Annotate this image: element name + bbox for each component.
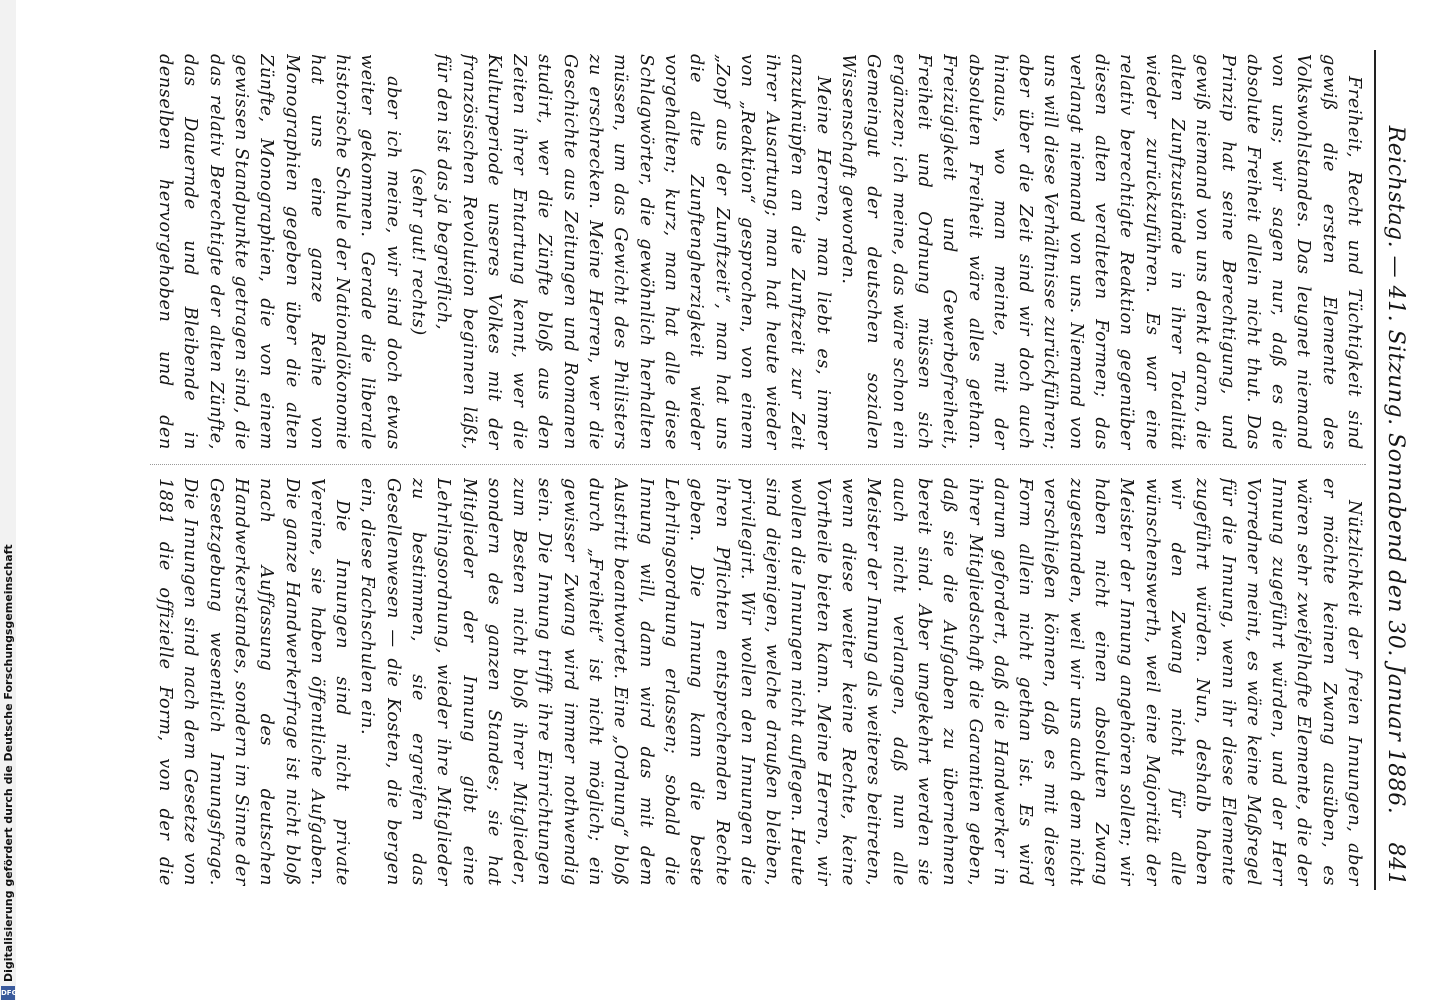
left-column-paragraph: (sehr gut! rechts) xyxy=(408,168,429,336)
header-rule xyxy=(1374,50,1376,890)
left-column-paragraph: Meine Herren, man liebt es, immer anzuknüpfen an die Zunftzeit zur Zeit ihrer Ausartung; man hat heute wieder von „Reaktion“ gesprochen, von einem „Zopf aus der Zunftzeit“, man hat uns die alte Zunftengherzigkeit wieder vorgehalten; kurz, man hat alle diese Schlagwörter, die gewöhnlich herhalten müssen, um das Gewicht des Philisters zu erschrecken. Meine Herren, wer die Geschichte aus Zeitungen und Romanen studirt, wer die Zünfte bloß aus den Zeiten ihrer Entartung kennt, wer die Kulturperiode unseres Volkes mit der französischen Revolution beginnen läßt, für den ist das ja begreiflich, xyxy=(433,54,833,450)
digitization-banner xyxy=(0,0,16,1000)
left-column-paragraph: Freiheit, Recht und Tüchtigkeit sind gewiß die ersten Elemente des Volkswohlstandes. Das leugnet niemand von uns; wir sagen nur, daß es die absolute Freiheit allein nicht thut. Das Prinzip hat seine Berechtigung, und gewiß niemand von uns denkt daran, die alten Zunftzustände in ihrer Totalität wieder zurückzuführen. Es war eine relativ berechtigte Reaktion gegenüber diesen alten veralteten Formen; das verlangt niemand von uns. Niemand von uns will diese Verhältnisse zurückführen; aber über die Zeit sind wir doch auch hinaus, wo man meinte, mit der absoluten Freiheit wäre alles gethan. Freizügigkeit und Gewerbefreiheit, Freiheit und Ordnung müssen sich ergänzen; ich meine, das wäre schon ein Gemeingut der deutschen sozialen Wissenschaft geworden. xyxy=(838,54,1364,450)
left-column xyxy=(150,54,1366,450)
page-number: 841 xyxy=(1383,842,1409,886)
scanned-page xyxy=(138,30,1418,910)
right-column-paragraph: Nützlichkeit der freien Innungen, aber er möchte keinen Zwang ausüben, es wären sehr zweifelhafte Elemente, die der Innung zugeführt würden, und der Herr Vorredner meint, es wäre keine Maßregel für die Innung, wenn ihr diese Elemente zugeführt würden. Nun, deshalb haben wir den Zwang nicht für alle wünschenswerth, weil eine Majorität der Meister der Innung angehören sollen; wir haben nicht einen absoluten Zwang zugestanden, weil wir uns auch dem nicht verschließen können, daß es mit dieser Form allein nicht gethan ist. Es wird darum gefordert, daß die Handwerker in ihrer Mitgliedschaft die Garantien geben, daß sie die Aufgaben zu übernehmen bereit sind. Aber umgekehrt werden sie auch nicht verlangen, daß nun alle Meister der Innung als weiteres beitreten, wenn diese weiter keine Rechte, keine Vortheile bieten kann. Meine Herren, wir wollen die Innungen nicht auflegen. Heute sind diejenigen, welche draußen bleiben, privilegirt. Wir wollen den Innungen die ihren Pflichten entsprechenden Rechte geben. Die Innung kann die beste Lehrlingsordnung erlassen; sobald die Innung will, dann wird das mit dem Austritt beantwortet. Eine „Ordnung“ bloß durch „Freiheit“ ist nicht möglich; ein gewisser Zwang wird immer nothwendig sein. Die Innung trifft ihre Einrichtungen zum Besten nicht bloß ihrer Mitglieder, sondern des ganzen Standes; sie hat Mitglieder der Innung gibt eine Lehrlingsordnung, wieder ihre Mitglieder zu bestimmen, sie ergreifen das Gesellenwesen — die Kosten, die bergen ein, diese Fachschulen ein. xyxy=(357,478,1364,886)
left-column-paragraph: aber ich meine, wir sind doch etwas weiter gekommen. Gerade die liberale historische Schule der Nationalökonomie hat uns eine ganze Reihe von Monographien gegeben über die alten Zünfte, Monographien, die von einem gewissen Standpunkte getragen sind, die das relativ Berechtigte der alten Zünfte, das Dauernde und Bleibende in denselben hervorgehoben und den xyxy=(155,54,403,450)
column-divider xyxy=(150,464,1366,465)
header-title: Reichstag. — 41. Sitzung. Sonnabend den 30. Januar 1886. xyxy=(1383,125,1409,815)
right-column xyxy=(150,478,1366,886)
right-column-paragraph: Die Innungen sind nicht private Vereine, sie haben öffentliche Aufgaben. Die ganze Handwerkerfrage ist nicht bloß nach Auffassung des deutschen Handwerkerstandes, sondern im Sinne der Gesetzgebung wesentlich Innungsfrage. Die Innungen sind nach dem Gesetze von 1881 die offizielle Form, von der die xyxy=(155,478,353,886)
banner-text: Digitalisierung gefördert durch die Deutsche Forschungsgemeinschaft xyxy=(2,544,15,982)
dfg-logo: DFG xyxy=(1,986,15,1000)
page-header xyxy=(1382,54,1410,886)
